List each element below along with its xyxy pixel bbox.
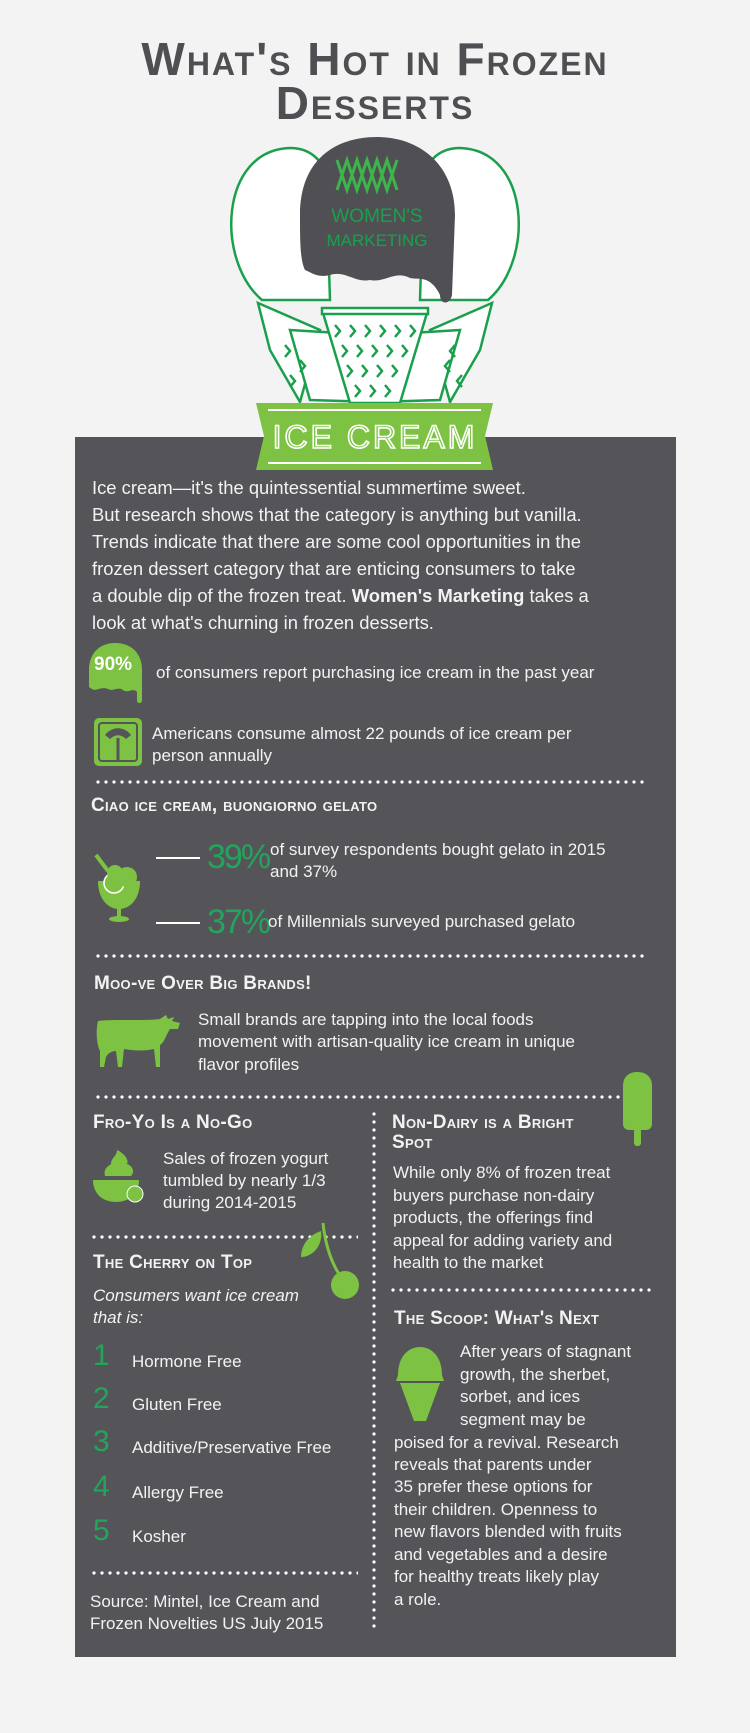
scoop-heading: The Scoop: What's Next bbox=[394, 1308, 600, 1329]
intro-line: Ice cream—it's the quintessential summertime sweet. bbox=[92, 477, 526, 498]
nondairy-heading: Non-Dairy is a Bright bbox=[392, 1112, 574, 1133]
gelato-stat-1-value: 39% bbox=[207, 838, 270, 876]
list-number: 3 bbox=[93, 1425, 110, 1458]
nondairy-text: While only 8% of frozen treat bbox=[393, 1163, 611, 1182]
intro-text: a double dip of the frozen treat. bbox=[92, 585, 352, 606]
dotted-divider bbox=[94, 1095, 622, 1099]
cherry-icon bbox=[301, 1223, 361, 1299]
list-item: Allergy Free bbox=[132, 1483, 224, 1502]
scoop-text: for healthy treats likely play bbox=[394, 1567, 600, 1586]
nondairy-heading: Spot bbox=[392, 1132, 433, 1153]
list-number: 1 bbox=[93, 1339, 110, 1372]
dotted-divider bbox=[94, 780, 646, 784]
scoop-text: poised for a revival. Research bbox=[394, 1433, 619, 1452]
source-text: Frozen Novelties US July 2015 bbox=[90, 1614, 324, 1633]
scoop-text: segment may be bbox=[460, 1410, 586, 1429]
froyo-text: during 2014-2015 bbox=[163, 1193, 297, 1212]
pounds-text: person annually bbox=[152, 746, 273, 765]
list-item: Gluten Free bbox=[132, 1395, 222, 1414]
scoop-text: a role. bbox=[394, 1590, 442, 1609]
brands-text: flavor profiles bbox=[198, 1055, 300, 1074]
froyo-text: Sales of frozen yogurt bbox=[163, 1149, 329, 1168]
gelato-heading: Ciao ice cream, buongiorno gelato bbox=[91, 795, 378, 816]
intro-line: look at what's churning in frozen desserts. bbox=[92, 612, 434, 633]
scoop-text: growth, the sherbet, bbox=[460, 1365, 611, 1384]
vertical-dotted-divider bbox=[372, 1110, 376, 1632]
scoop-text: reveals that parents under bbox=[394, 1455, 592, 1474]
gelato-stat-2-value: 37% bbox=[207, 903, 270, 941]
scoop-text: and vegetables and a desire bbox=[394, 1545, 608, 1564]
nondairy-text: products, the offerings find bbox=[393, 1208, 594, 1227]
ice-cream-banner bbox=[0, 0, 750, 480]
banner-label: ICE CREAM bbox=[272, 419, 478, 455]
scoop-text: their children. Openness to bbox=[394, 1500, 598, 1519]
dotted-divider bbox=[90, 1571, 358, 1575]
brands-text: movement with artisan-quality ice cream in unique bbox=[198, 1032, 576, 1051]
list-item: Hormone Free bbox=[132, 1352, 242, 1371]
list-number: 2 bbox=[93, 1382, 110, 1415]
source-text: Source: Mintel, Ice Cream and bbox=[90, 1592, 320, 1611]
intro-text: takes a bbox=[524, 585, 589, 606]
brands-heading: Moo-ve Over Big Brands! bbox=[94, 973, 312, 994]
connector-line bbox=[156, 922, 200, 924]
list-number: 5 bbox=[93, 1514, 110, 1547]
frozen-yogurt-icon bbox=[93, 1150, 147, 1204]
cherry-heading: The Cherry on Top bbox=[93, 1252, 253, 1273]
intro-line: But research shows that the category is anything but vanilla. bbox=[92, 504, 582, 525]
intro-line: Trends indicate that there are some cool opportunities in the bbox=[92, 531, 581, 552]
gelato-stat-1-text: and 37% bbox=[270, 862, 338, 881]
cow-icon bbox=[94, 1013, 184, 1069]
dotted-divider bbox=[389, 1288, 655, 1292]
brand-name: Women's Marketing bbox=[351, 585, 525, 606]
nondairy-text: buyers purchase non-dairy bbox=[393, 1186, 595, 1205]
cherry-intro: that is: bbox=[93, 1308, 144, 1327]
pounds-text: Americans consume almost 22 pounds of ice cream per bbox=[152, 724, 572, 743]
title-line-1: What's Hot in Frozen bbox=[141, 33, 609, 85]
scoop-text: sorbet, and ices bbox=[460, 1387, 581, 1406]
nondairy-text: health to the market bbox=[393, 1253, 544, 1272]
froyo-heading: Fro-Yo Is a No-Go bbox=[93, 1112, 253, 1133]
intro-line: frozen dessert category that are enticing consumers to take bbox=[92, 558, 576, 579]
list-item: Kosher bbox=[132, 1527, 186, 1546]
cherry-intro: Consumers want ice cream bbox=[93, 1286, 299, 1305]
logo-text-1: WOMEN'S bbox=[331, 206, 423, 227]
title-line-2: Desserts bbox=[275, 77, 475, 129]
scoop-text: 35 prefer these options for bbox=[394, 1477, 593, 1496]
froyo-text: tumbled by nearly 1/3 bbox=[163, 1171, 326, 1190]
brands-text: Small brands are tapping into the local foods bbox=[198, 1010, 534, 1029]
ice-cream-cone-icon bbox=[394, 1345, 446, 1423]
connector-line bbox=[156, 857, 200, 859]
purchase-percent: 90% bbox=[94, 654, 133, 675]
scoop-text: After years of stagnant bbox=[460, 1342, 632, 1361]
intro-line bbox=[92, 582, 589, 609]
gelato-stat-2-text: of Millennials surveyed purchased gelato bbox=[268, 912, 576, 931]
scale-icon bbox=[94, 718, 142, 766]
scoop-text: new flavors blended with fruits bbox=[394, 1522, 622, 1541]
list-number: 4 bbox=[93, 1470, 110, 1503]
purchase-text: of consumers report purchasing ice cream in the past year bbox=[156, 663, 595, 682]
popsicle-icon bbox=[621, 1072, 655, 1148]
gelato-cup-icon bbox=[94, 853, 144, 923]
gelato-stat-1-text: of survey respondents bought gelato in 2015 bbox=[270, 840, 606, 859]
dotted-divider bbox=[94, 954, 646, 958]
nondairy-text: appeal for adding variety and bbox=[393, 1231, 613, 1250]
list-item: Additive/Preservative Free bbox=[132, 1438, 332, 1457]
logo-text-2: MARKETING bbox=[326, 231, 428, 250]
